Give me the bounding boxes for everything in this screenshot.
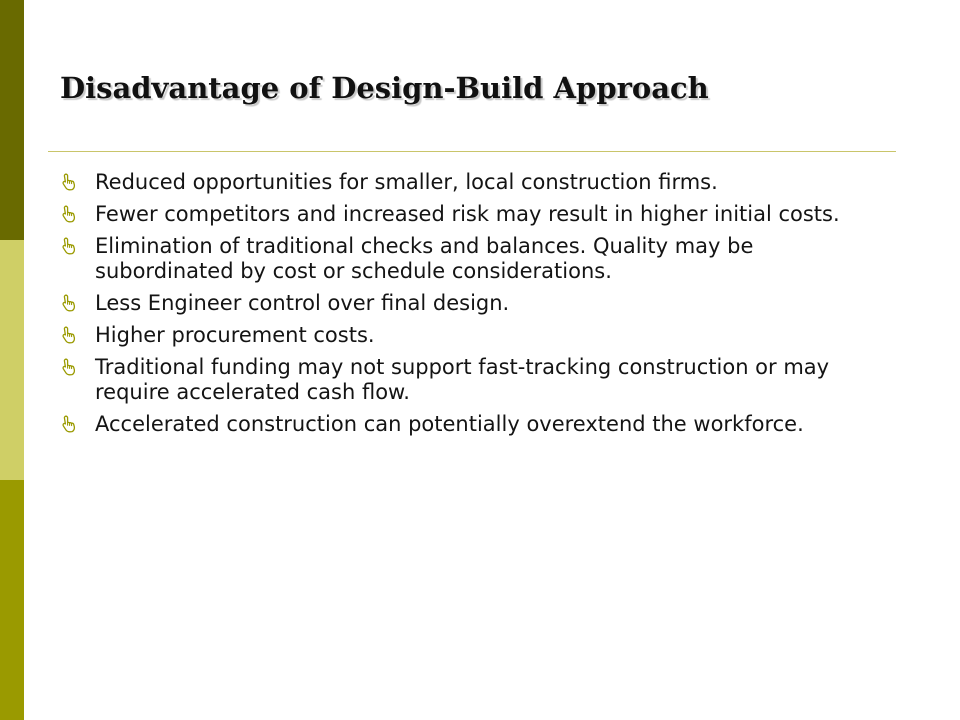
bullet-item [60, 202, 890, 227]
side-bar-segment-middle [0, 240, 24, 480]
bullet-item [60, 234, 890, 284]
pointing-hand-icon [60, 173, 77, 191]
bullet-text: Less Engineer control over final design. [95, 291, 510, 315]
bullet-text: Reduced opportunities for smaller, local construction firms. [95, 170, 718, 194]
bullet-text: Elimination of traditional checks and balances. Quality may be subordinated by cost or schedule considerations. [95, 234, 754, 283]
slide-title: Disadvantage of Design-Build Approach [60, 71, 709, 105]
bullet-text: Traditional funding may not support fast-tracking construction or may require accelerated cash flow. [95, 355, 830, 404]
pointing-hand-icon [60, 326, 77, 344]
bullet-text: Accelerated construction can potentially overextend the workforce. [95, 412, 804, 436]
bullet-list [60, 170, 890, 444]
side-bar-segment-top [0, 0, 24, 240]
bullet-text: Higher procurement costs. [95, 323, 375, 347]
pointing-hand-icon [60, 415, 77, 433]
side-bar-segment-bottom [0, 480, 24, 720]
bullet-item [60, 323, 890, 348]
pointing-hand-icon [60, 205, 77, 223]
bullet-item [60, 170, 890, 195]
bullet-item [60, 355, 890, 405]
pointing-hand-icon [60, 358, 77, 376]
side-color-bar [0, 0, 24, 720]
title-divider [48, 151, 896, 152]
bullet-item [60, 291, 890, 316]
bullet-text: Fewer competitors and increased risk may result in higher initial costs. [95, 202, 840, 226]
pointing-hand-icon [60, 237, 77, 255]
pointing-hand-icon [60, 294, 77, 312]
bullet-item [60, 412, 890, 437]
